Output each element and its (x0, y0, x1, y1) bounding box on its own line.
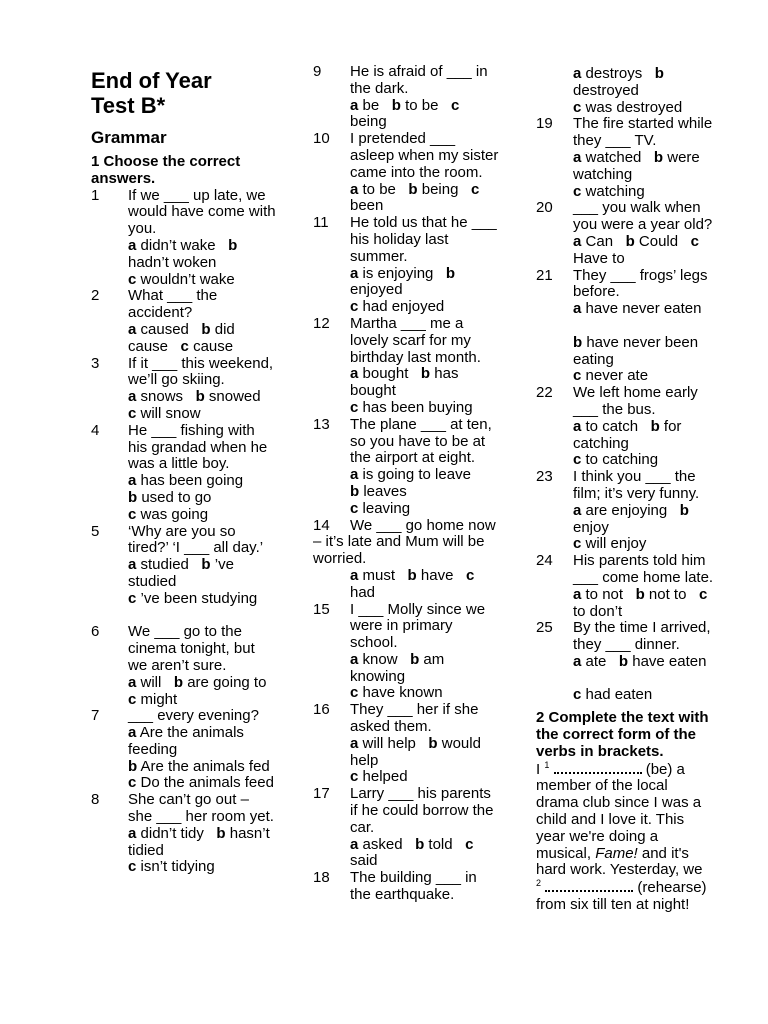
question-number: 4 (91, 421, 100, 439)
question-stem: The plane ___ at ten, so you have to be at the airport at eight. (350, 415, 492, 467)
question-number: 9 (313, 63, 322, 80)
options: a be b to be c being (350, 96, 460, 131)
question-stem: She can’t go out – she ___ her room yet. (128, 791, 274, 826)
option-c: c never ate (573, 367, 649, 385)
question-number: 25 (536, 619, 553, 637)
gap-1-blank (554, 761, 642, 774)
question-stem: ___ you walk when you were a year old? (573, 199, 713, 234)
question-number: 24 (536, 552, 553, 570)
column-3 (536, 66, 714, 914)
options: a will b are going to c might (128, 673, 267, 708)
question-stem: I ___ Molly since we were in primary school. (350, 600, 486, 652)
options: a asked b told c said (350, 835, 474, 870)
question-number: 13 (313, 415, 330, 433)
gap-2-blank (545, 879, 633, 892)
option-a: a have never eaten (573, 300, 702, 318)
gap-number-2: 2 (536, 878, 542, 889)
option-a: a has been going (128, 472, 244, 490)
question-stem: He told us that he ___ his holiday last summer. (350, 214, 497, 265)
options: a caused b did cause c cause (128, 320, 235, 355)
question-stem: If we ___ up late, we would have come with you. (128, 186, 276, 238)
question-3 (91, 356, 277, 423)
question-19 (536, 116, 714, 200)
option-a-b: a are enjoying b enjoy (573, 501, 689, 536)
gap-number-1: 1 (544, 759, 550, 770)
title-line-1: End of Year (91, 68, 212, 93)
question-20 (536, 200, 714, 267)
question-number: 8 (91, 791, 100, 809)
question-stem: By the time I arrived, they ___ dinner. (573, 619, 711, 654)
question-number: 2 (91, 287, 100, 305)
option-a-b: a snows b snowed (128, 388, 261, 406)
option-a-b: a to catch b for catching (573, 417, 682, 452)
column-2 (313, 64, 499, 904)
option-c: c will snow (128, 404, 201, 422)
option-a-b: a bought b has bought (350, 365, 459, 400)
question-number: 14 (313, 516, 330, 534)
question-18 (313, 870, 499, 904)
option-c: c helped (350, 768, 408, 786)
question-12 (313, 316, 499, 417)
question-2 (91, 288, 277, 355)
option-c: c will enjoy (573, 535, 647, 553)
question-number: 20 (536, 199, 553, 217)
exercise-1-instruction: 1 Choose the correct answers. (91, 153, 241, 187)
option-c: c was destroyed (573, 98, 683, 116)
option-a-b: a didn’t wake b hadn’t woken (128, 236, 238, 271)
question-6 (91, 624, 277, 708)
question-number: 16 (313, 701, 330, 719)
question-number: 10 (313, 130, 330, 148)
question-number: 6 (91, 623, 100, 641)
option-c: c to catching (573, 451, 659, 469)
question-9 (313, 64, 499, 131)
option-a-b: a watched b were watching (573, 148, 700, 183)
options: a to be b being c been (350, 180, 480, 215)
question-stem: If it ___ this weekend, we’ll go skiing. (128, 354, 274, 389)
question-number: 18 (313, 869, 330, 887)
option-c: c was going (128, 505, 209, 523)
option-c: c has been buying (350, 398, 473, 416)
question-number: 17 (313, 785, 330, 803)
section-heading: Grammar (91, 128, 167, 147)
question-1 (91, 188, 277, 289)
question-number: 7 (91, 707, 100, 725)
option-a: a Are the animals feeding (128, 724, 244, 758)
question-18-options (536, 66, 714, 116)
question-stem: I think you ___ the film; it’s very funny. (573, 468, 700, 502)
exercise-2-instruction: 2 Complete the text with the correct form of the verbs in brackets. (536, 709, 709, 760)
question-stem: We ___ go to the cinema tonight, but we aren’t sure. (128, 623, 255, 674)
option-c: c had enjoyed (350, 298, 445, 316)
question-stem: Larry ___ his parents if he could borrow the car. (350, 785, 494, 836)
question-stem: ___ every evening? (128, 707, 259, 725)
question-24 (536, 553, 714, 620)
question-stem: The building ___ in the earthquake. (350, 869, 477, 904)
options: a Can b Could c Have to (573, 232, 699, 267)
question-stem: ‘Why are you so tired?’ ‘I ___ all day.’ (128, 522, 264, 557)
option-a-b: a destroys b destroyed (573, 65, 664, 99)
question-15 (313, 602, 499, 703)
question-8 (91, 792, 277, 876)
test-title (91, 68, 277, 118)
question-stem: He is afraid of ___ in the dark. (350, 63, 488, 97)
question-stem: They ___ her if she asked them. (350, 701, 479, 736)
question-number: 23 (536, 468, 553, 486)
option-c: c isn’t tidying (128, 858, 215, 876)
option-c: c leaving (350, 499, 411, 517)
question-stem: What ___ the accident? (128, 287, 218, 322)
question-number: 11 (313, 214, 329, 232)
question-5 (91, 524, 277, 625)
option-a-b: a is enjoying b enjoyed (350, 264, 456, 299)
exercise-2-text: I $^1$ (be) a member of the local drama club since I was a child and I love it. This year we're doing a musical, Fame! and it's hard work. Yesterday, we $^2$ (rehearse) from six till ten at night! (536, 759, 707, 914)
question-number: 3 (91, 354, 100, 372)
question-number: 19 (536, 115, 553, 133)
option-c: c Do the animals feed (128, 774, 274, 792)
question-number: 22 (536, 384, 553, 402)
question-stem: We ___ go home now – it’s late and Mum will be worried. (313, 516, 496, 568)
option-a-b: a studied b ’ve studied (128, 556, 234, 590)
question-17 (313, 786, 499, 870)
option-c: c wouldn’t wake (128, 270, 235, 288)
option-b: b Are the animals fed (128, 757, 270, 775)
question-22 (536, 385, 714, 469)
options: a to not b not to c to don’t (573, 585, 708, 620)
question-stem: We left home early ___ the bus. (573, 384, 698, 418)
question-number: 12 (313, 314, 330, 332)
question-stem: He ___ fishing with his grandad when he was a little boy. (128, 421, 268, 473)
option-a: a is going to leave (350, 466, 471, 484)
question-stem: The fire started while they ___ TV. (573, 115, 713, 150)
option-b: b used to go (128, 488, 212, 506)
question-25 (536, 620, 714, 704)
option-c: c ’ve been studying (128, 589, 258, 607)
options: a must b have c had (350, 566, 475, 601)
question-11 (313, 215, 499, 316)
question-number: 15 (313, 600, 330, 618)
option-c: c have known (350, 684, 443, 702)
title-line-2: Test B* (91, 93, 166, 118)
question-10 (313, 131, 499, 215)
question-7 (91, 708, 277, 792)
question-16 (313, 702, 499, 786)
question-number: 21 (536, 266, 553, 284)
column-1 (91, 64, 277, 876)
question-21 (536, 268, 714, 386)
question-number: 1 (91, 186, 100, 204)
option-b: b leaves (350, 482, 407, 500)
question-stem: They ___ frogs’ legs before. (573, 266, 708, 301)
question-stem: Martha ___ me a lovely scarf for my birthday last month. (350, 314, 481, 366)
option-b: b have never been eating (573, 333, 699, 368)
question-stem: His parents told him ___ come home late. (573, 552, 714, 586)
musical-title: Fame! (595, 844, 638, 862)
question-23 (536, 469, 714, 553)
option-a-b: a will help b would help (350, 734, 481, 769)
question-stem: I pretended ___ asleep when my sister came into the room. (350, 130, 499, 181)
question-13 (313, 417, 499, 518)
option-c: c watching (573, 182, 645, 200)
question-4 (91, 423, 277, 524)
question-14 (313, 518, 499, 602)
option-c: c had eaten (573, 686, 653, 704)
option-a-b: a know b am knowing (350, 650, 445, 685)
option-a-b: a didn’t tidy b hasn’t tidied (128, 824, 270, 859)
question-number: 5 (91, 522, 100, 540)
option-a-b: a ate b have eaten (573, 652, 707, 670)
